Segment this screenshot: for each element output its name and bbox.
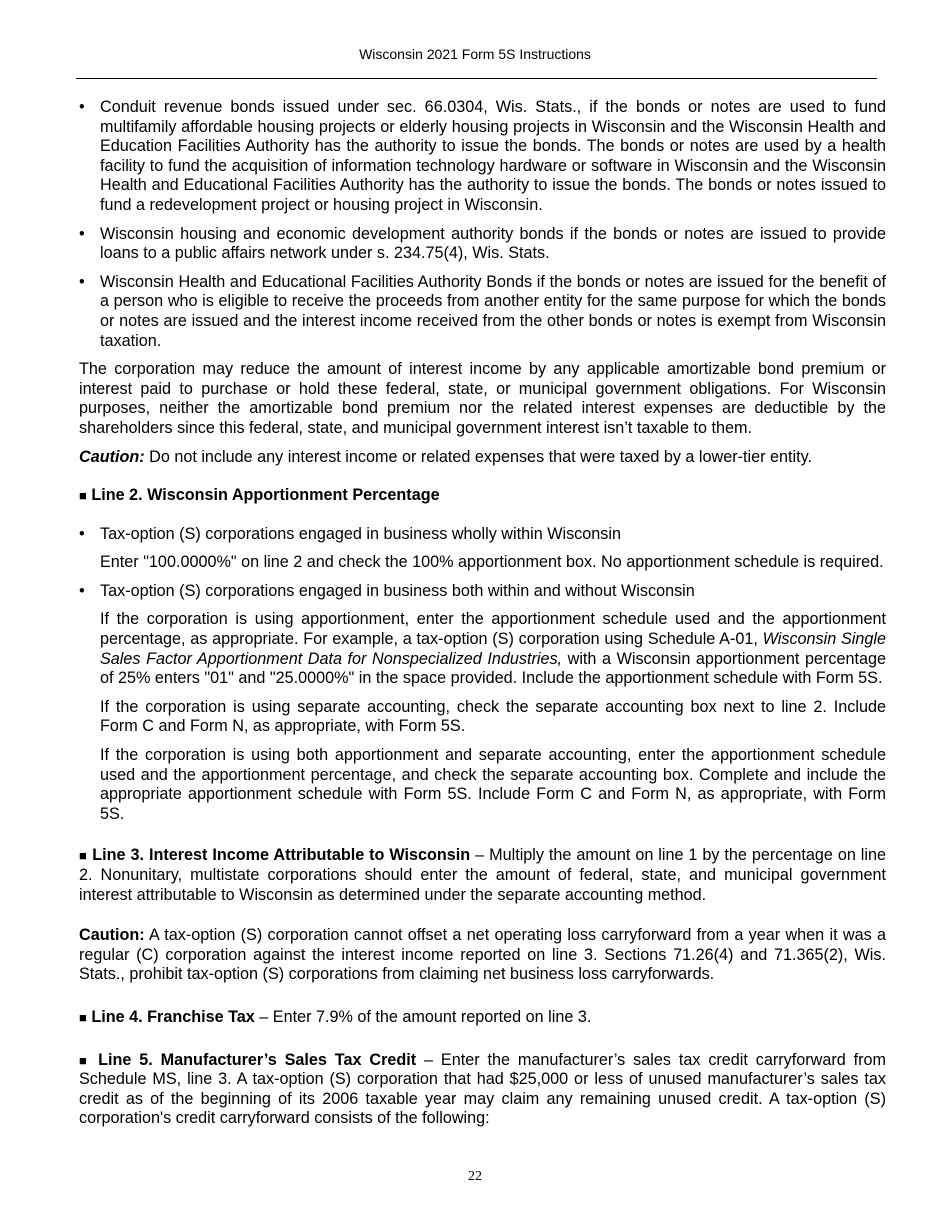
bullet-within-and-without: • Tax-option (S) corporations engaged in business both within and without Wisconsin <box>79 582 886 602</box>
square-bullet-icon: ■ <box>79 488 87 504</box>
caution-net-operating-loss <box>79 926 886 985</box>
caution-text: Do not include any interest income or related expenses that were taxed by a lower-tier entity. <box>144 447 812 466</box>
apportionment-text-a: If the corporation is using apportionment, enter the apportionment schedule used and the apportionment percentage, as appropriate. For example, a tax-option (S) corporation using Schedule A-01, <box>100 610 886 649</box>
page-header: Wisconsin 2021 Form 5S Instructions <box>359 46 591 62</box>
square-bullet-icon: ■ <box>79 1009 87 1025</box>
paragraph-wholly-within: Enter "100.0000%" on line 2 and check the 100% apportionment box. No apportionment schedule is required. <box>100 553 884 572</box>
apportionment-text-b: with a Wisconsin apportionment percentage of 25% enters "01" and "25.0000%" in the space provided. Include the apportionment schedule with Form 5S. <box>100 649 886 688</box>
heading-line-4: Line 4. Franchise Tax <box>86 1007 255 1026</box>
bullet-wholly-within: • Tax-option (S) corporations engaged in business wholly within Wisconsin <box>79 525 886 545</box>
caution-label: Caution: <box>79 447 145 466</box>
line-4-text: – Enter 7.9% of the amount reported on line 3. <box>254 1007 592 1026</box>
heading-line-5: Line 5. Manufacturer’s Sales Tax Credit <box>90 1050 417 1069</box>
heading-line-2 <box>79 486 886 506</box>
caution-lower-tier <box>79 448 886 468</box>
document-body <box>79 98 886 1129</box>
caution-text: A tax-option (S) corporation cannot offset a net operating loss carryforward from a year when it was a regular (C) corporation against the interest income reported on line 3. Sections 71.26(4) and 71.365(2), Wis. Stats., prohibit tax-option (S) corporations from claiming net business loss carryforwards. <box>79 926 886 984</box>
section-line-5 <box>79 1051 886 1129</box>
square-bullet-icon: ■ <box>79 1052 91 1068</box>
bullet-conduit-revenue-bonds: • Conduit revenue bonds issued under sec. 66.0304, Wis. Stats., if the bonds or notes are used to fund multifamily affordable housing projects or elderly housing projects in Wisconsin and the Wisconsin Health and Education Facilities Authority has the authority to issue the bonds. The bonds or notes are used by a health facility to fund the acquisition of information technology hardware or software in Wisconsin and the Wisconsin Health and Educational Facilities Authority has the authority to issue the bonds. The bonds or notes issued to fund a redevelopment project or housing project in Wisconsin. <box>79 98 886 216</box>
heading-line-2-text: Line 2. Wisconsin Apportionment Percentage <box>86 486 440 505</box>
paragraph-separate-accounting: If the corporation is using separate accounting, check the separate accounting box next to line 2. Include Form C and Form N, as appropriate, with Form 5S. <box>100 697 886 736</box>
header-divider <box>76 78 877 79</box>
heading-line-3: Line 3. Interest Income Attributable to Wisconsin <box>87 846 471 865</box>
paragraph-apportionment <box>79 610 886 688</box>
line-3-text: – Multiply the amount on line 1 by the percentage on line 2. Nonunitary, multistate corporations should enter the amount of federal, state, and municipal government interest attributable to Wisconsin as determined under the separate accounting method. <box>79 846 886 904</box>
caution-label: Caution: <box>79 926 145 945</box>
paragraph-both-methods: If the corporation is using both apportionment and separate accounting, enter the apportionment schedule used and the apportionment percentage, and check the separate accounting box. Complete and include the appropriate apportionment schedule with Form 5S. Include Form C and Form N, as appropriate, with Form 5S. <box>100 746 886 823</box>
section-line-3 <box>79 846 886 905</box>
line-5-text: – Enter the manufacturer’s sales tax credit carryforward from Schedule MS, line 3. A tax-option (S) corporation that had $25,000 or less of unused manufacturer’s sales tax credit as of the beginning of its 2006 taxable year may claim any remaining unused credit. A tax-option (S) corporation's credit carryforward consists of the following: <box>79 1050 886 1128</box>
page-number: 22 <box>468 1169 482 1184</box>
square-bullet-icon: ■ <box>79 848 88 864</box>
paragraph-reduce-interest: The corporation may reduce the amount of interest income by any applicable amortizable bond premium or interest paid to purchase or hold these federal, state, or municipal government obligations. For Wisconsin purposes, neither the amortizable bond premium nor the related interest expenses are deductible by the shareholders since this federal, state, and municipal government interest isn’t taxable to them. <box>79 360 886 437</box>
section-line-4 <box>79 1008 886 1028</box>
schedule-a01-title: Wisconsin Single Sales Factor Apportionment Data for Nonspecialized Industries, <box>100 630 886 668</box>
bullet-housing-authority-bonds: • Wisconsin housing and economic development authority bonds if the bonds or notes are issued to provide loans to a public affairs network under s. 234.75(4), Wis. Stats. <box>79 225 886 264</box>
bullet-health-facilities-bonds: • Wisconsin Health and Educational Facilities Authority Bonds if the bonds or notes are issued for the benefit of a person who is eligible to receive the proceeds from another entity for the same purpose for which the bonds or notes are issued and the interest income received from the other bonds or notes is exempt from Wisconsin taxation. <box>79 273 886 351</box>
